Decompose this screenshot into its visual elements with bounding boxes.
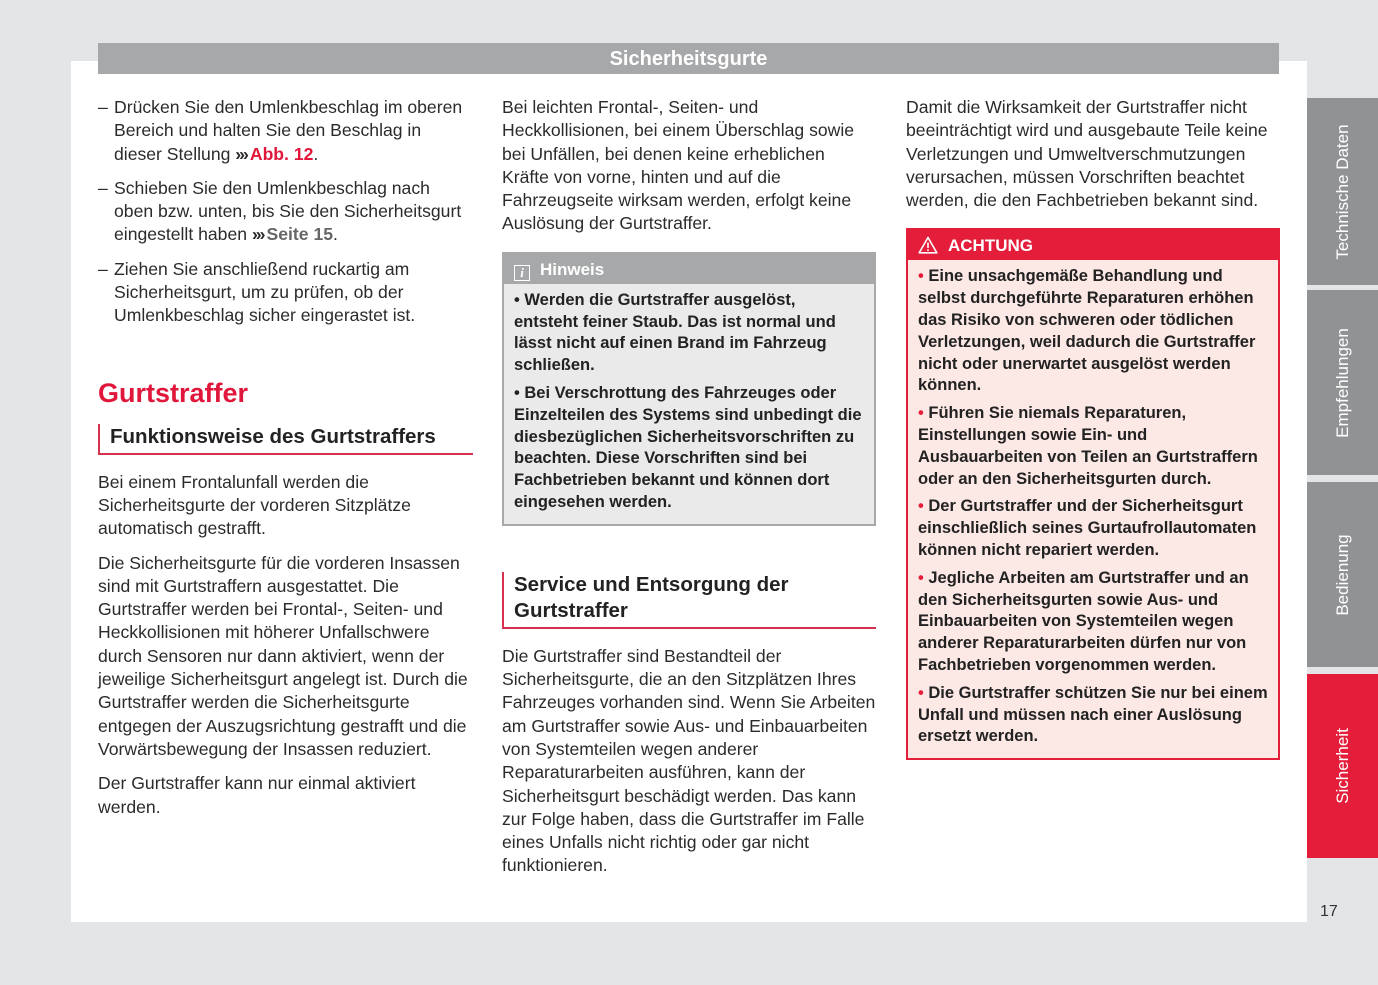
warning-item-text: Eine unsachgemäße Behandlung und selbst durchgeführte Reparaturen erhöhen das Risiko von schweren oder tödlichen Verletzungen, weil dadurch die Gurtstraffer nicht oder unerwartet ausgelöst werden können. <box>918 267 1256 395</box>
step-text: Ziehen Sie anschließend ruckartig am Sicherheitsgurt, um zu prüfen, ob der Umlenkbeschlag sicher eingerastet ist. <box>114 258 416 326</box>
side-tab-label: Sicherheit <box>1332 728 1352 804</box>
step-dash: – <box>98 97 108 117</box>
note-item <box>514 383 864 514</box>
info-icon: i <box>514 265 530 281</box>
instruction-step <box>98 96 473 166</box>
reference-arrow-icon: ››› <box>251 224 264 245</box>
body-paragraph: Bei leichten Frontal-, Seiten- und Heckkollisionen, bei einem Überschlag sowie bei Unfällen, bei denen keine erheblichen Kräfte von vorne, hinten und auf die Fahrzeugseite wirksam werden, erfolgt keine Auslösung der Gurtstraffer. <box>502 97 855 234</box>
step-dash: – <box>98 177 108 198</box>
side-tab-sicherheit[interactable] <box>1307 674 1378 858</box>
warning-body <box>908 260 1278 758</box>
page-number: 17 <box>1320 903 1338 920</box>
body-paragraph: Bei einem Frontalunfall werden die Sicherheitsgurte der vorderen Sitzplätze automatisch gestrafft. <box>98 471 411 539</box>
step-end-punct: . <box>313 143 319 164</box>
warning-item <box>918 496 1268 561</box>
column-2 <box>502 96 876 889</box>
warning-item-text: Führen Sie niemals Reparaturen, Einstellungen sowie Ein- und Ausbauarbeiten von Teilen an Gurtstraffern oder an den Sicherheitsgurten durch. <box>918 404 1258 488</box>
body-paragraph: Der Gurtstraffer kann nur einmal aktiviert werden. <box>98 773 416 817</box>
column-1 <box>98 96 473 830</box>
column-3 <box>906 96 1280 760</box>
step-dash: – <box>98 258 108 279</box>
header-title: Sicherheitsgurte <box>609 48 768 70</box>
bullet-icon: • <box>514 290 520 309</box>
bullet-icon: • <box>918 404 924 423</box>
step-text: Schieben Sie den Umlenkbeschlag nach oben bzw. unten, bis Sie den Sicherheitsgurt eingestellt haben <box>114 177 462 245</box>
reference-arrow-icon: ››› <box>235 143 247 164</box>
step-end-punct: . <box>333 224 338 245</box>
bullet-icon: • <box>918 267 924 286</box>
bullet-icon: • <box>918 497 924 516</box>
body-paragraph: Die Gurtstraffer sind Bestandteil der Sicherheitsgurte, die an den Sitzplätzen Ihres Fahrzeuges vorhanden sind. Wenn Sie Arbeiten am Gurtstraffer sowie Aus- und Einbauarbeiten von Systemteilen wegen anderer Reparaturarbeiten ausführen, kann der Sicherheitsgurt beschädigt werden. Das kann zur Folge haben, dass die Gurtstraffer im Falle eines Unfalls nicht richtig oder gar nicht funktionieren. <box>502 645 876 876</box>
page-header-bar <box>98 43 1279 74</box>
warning-item <box>918 266 1268 397</box>
bullet-icon: • <box>918 683 924 702</box>
warning-item <box>918 683 1268 748</box>
warning-item <box>918 568 1268 677</box>
chapter-title: Gurtstraffer <box>98 377 249 408</box>
bullet-icon: • <box>514 383 520 402</box>
instruction-step <box>98 177 473 247</box>
warning-title: ACHTUNG <box>948 236 1033 256</box>
section-title: Funktionsweise des Gurtstraffers <box>98 424 473 455</box>
warning-box <box>906 228 1280 760</box>
note-header <box>504 254 874 284</box>
warning-item-text: Jegliche Arbeiten am Gurtstraffer und an den Sicherheitsgurten sowie Aus- und Einbauarbeiten von Systemteilen wegen anderer Reparaturarbeiten dürfen nur von Fachbetrieben vorgenommen werden. <box>918 568 1249 675</box>
section-title: Service und Entsorgung der Gurtstraffer <box>502 572 876 629</box>
side-tab-empfehlungen[interactable] <box>1307 290 1378 475</box>
side-tab-label: Technische Daten <box>1332 123 1352 260</box>
note-item-text: Bei Verschrottung des Fahrzeuges oder Einzelteilen des Systems sind unbedingt die diesbezüglichen Sicherheitsvorschriften zu beachten. Diese Vorschriften sind bei Fachbetrieben bekannt und können dort eingesehen werden. <box>514 383 862 511</box>
warning-item <box>918 403 1268 490</box>
warning-item-text: Die Gurtstraffer schützen Sie nur bei einem Unfall und müssen nach einer Auslösung ersetzt werden. <box>918 683 1268 746</box>
side-tab-bedienung[interactable] <box>1307 482 1378 667</box>
figure-reference-link[interactable]: Abb. 12 <box>249 143 314 164</box>
warning-triangle-icon <box>918 233 938 265</box>
side-tab-label: Empfehlungen <box>1332 327 1352 438</box>
instruction-step <box>98 258 473 328</box>
page-reference-link[interactable]: Seite 15 <box>266 224 334 245</box>
side-tab-label: Bedienung <box>1332 533 1352 616</box>
note-item-text: Werden die Gurtstraffer ausgelöst, entsteht feiner Staub. Das ist normal und lässt nicht auf einen Brand im Fahrzeug schließen. <box>514 290 836 375</box>
body-paragraph: Damit die Wirksamkeit der Gurtstraffer nicht beeinträchtigt wird und ausgebaute Teile keine Verletzungen und Umweltverschmutzungen verursachen, müssen Vorschriften beachtet werden, die den Fachbetrieben bekannt sind. <box>906 97 1268 211</box>
note-title: Hinweis <box>540 259 605 279</box>
note-item <box>514 290 864 377</box>
warning-header <box>908 230 1278 260</box>
body-paragraph: Die Sicherheitsgurte für die vorderen Insassen sind mit Gurtstraffern ausgestattet. Die Gurtstraffer werden bei Frontal-, Seiten- und Heckkollisionen mit höherer Unfallschwere durch Sensoren nur dann aktiviert, wenn der jeweilige Sicherheitsgurt angelegt ist. Durch die Gurtstraffer werden die Sicherheitsgurte entgegen der Auszugsrichtung gestrafft und die Vorwärtsbewegung der Insassen reduziert. <box>98 552 468 759</box>
bullet-icon: • <box>918 568 924 587</box>
note-body <box>504 284 874 524</box>
warning-item-text: Der Gurtstraffer und der Sicherheitsgurt einschließlich seines Gurtaufrollautomaten können nicht repariert werden. <box>918 497 1257 560</box>
side-tab-technische-daten[interactable] <box>1307 98 1378 285</box>
note-box <box>502 252 876 526</box>
step-text: Drücken Sie den Umlenkbeschlag im oberen Bereich und halten Sie den Beschlag in dieser Stellung <box>114 97 463 164</box>
